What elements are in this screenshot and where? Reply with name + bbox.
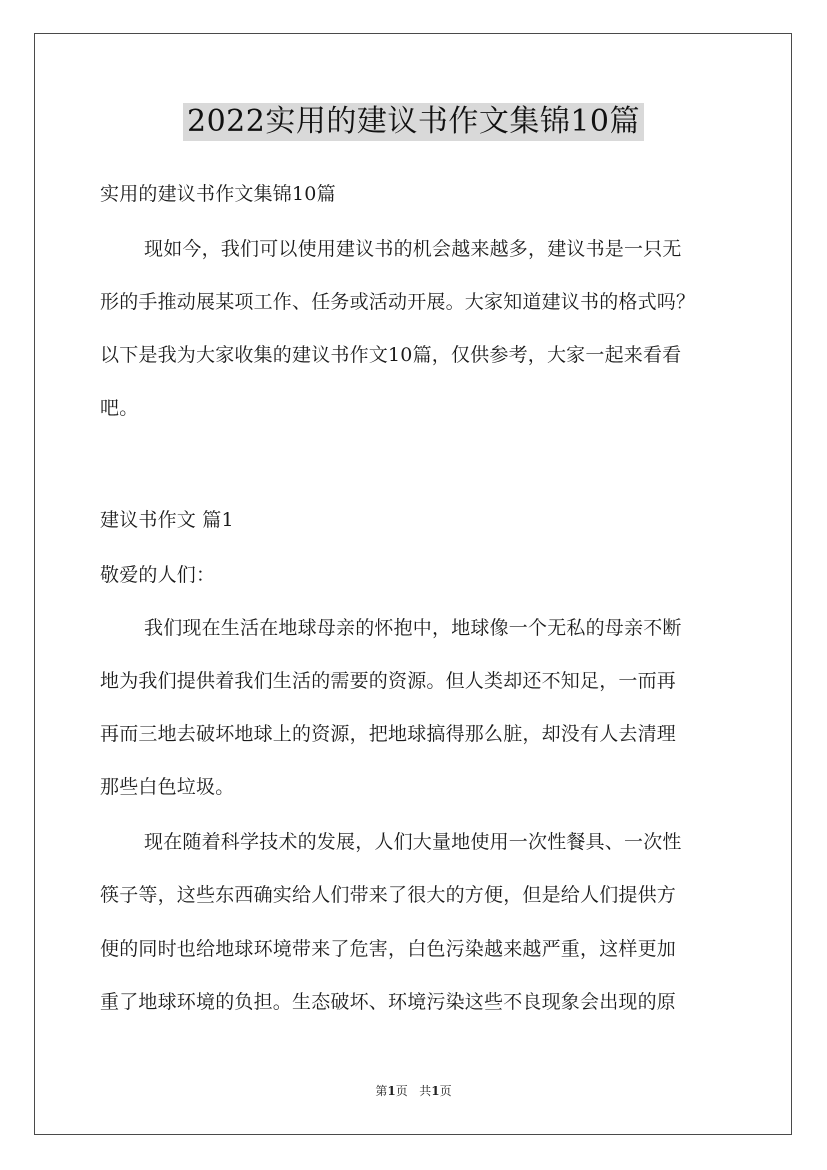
title-block — [0, 103, 827, 141]
footer-total-pages: 1 — [431, 1084, 440, 1098]
section-heading: 建议书作文 篇1 — [100, 509, 234, 531]
intro-line-1: 现如今，我们可以使用建议书的机会越来越多，建议书是一只无 — [144, 238, 682, 260]
footer-page-number: 1 — [387, 1084, 396, 1098]
paragraph2-line-3: 便的同时也给地球环境带来了危害，白色污染越来越严重，这样更加 — [100, 938, 677, 960]
document-title: 2022实用的建议书作文集锦10篇 — [183, 103, 644, 141]
paragraph1-line-4: 那些白色垃圾。 — [100, 776, 235, 798]
intro-line-3: 以下是我为大家收集的建议书作文10篇，仅供参考，大家一起来看看 — [100, 344, 682, 366]
footer-page-suffix: 页 — [395, 1084, 408, 1098]
intro-line-4: 吧。 — [100, 397, 139, 419]
salutation: 敬爱的人们： — [100, 564, 216, 586]
footer-total-prefix: 共 — [419, 1084, 432, 1098]
paragraph1-line-1: 我们现在生活在地球母亲的怀抱中，地球像一个无私的母亲不断 — [144, 617, 682, 639]
intro-line-2: 形的手推动展某项工作、任务或活动开展。大家知道建议书的格式吗？ — [100, 291, 696, 313]
paragraph2-line-4: 重了地球环境的负担。生态破坏、环境污染这些不良现象会出现的原 — [100, 991, 677, 1013]
footer-total-suffix: 页 — [439, 1084, 452, 1098]
paragraph2-line-1: 现在随着科学技术的发展，人们大量地使用一次性餐具、一次性 — [144, 831, 682, 853]
footer-page-prefix: 第 — [375, 1084, 388, 1098]
paragraph2-line-2: 筷子等，这些东西确实给人们带来了很大的方便，但是给人们提供方 — [100, 884, 677, 906]
page-footer — [0, 1083, 827, 1099]
paragraph1-line-2: 地为我们提供着我们生活的需要的资源。但人类却还不知足，一而再 — [100, 670, 677, 692]
subtitle: 实用的建议书作文集锦10篇 — [100, 183, 336, 205]
paragraph1-line-3: 再而三地去破坏地球上的资源，把地球搞得那么脏，却没有人去清理 — [100, 723, 677, 745]
